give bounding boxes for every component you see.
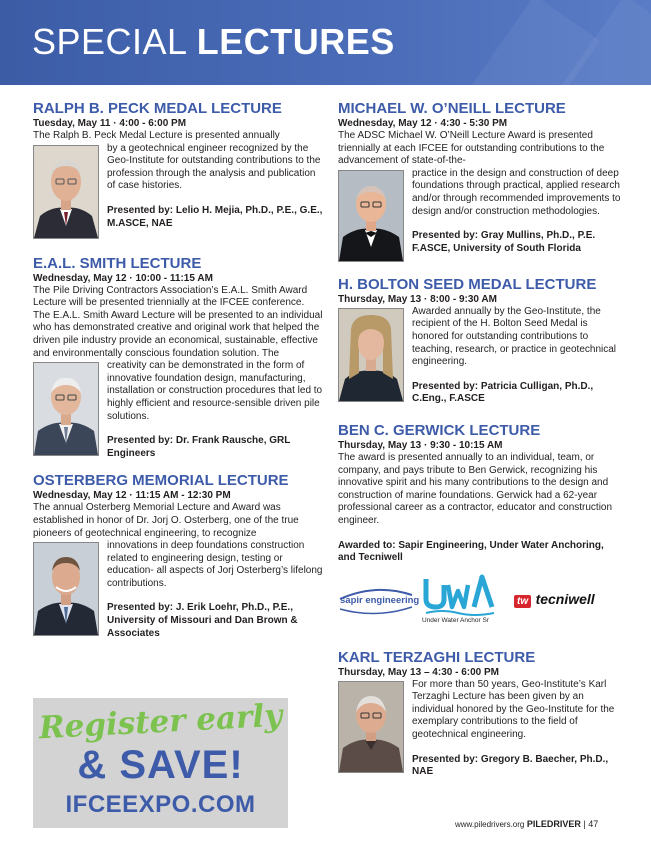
lecture-description-wrap: Awarded annually by the Geo-Institute, the recipient of the H. Bolton Seed Medal is honored for outstanding contributions to teaching, research, or practice in geotechnical engineering. — [412, 305, 617, 368]
lecture-description: The Ralph B. Peck Medal Lecture is presented annually — [33, 130, 280, 141]
lecture-description: The Pile Driving Contractors Association’s E.A.L. Smith Award Lecture will be presented triennially at the IFCEE conference. The E.A.L. Smith Award Lecture will be presented to an individual who has demonstrated creative and original work that helped the driven pile industry provide an economical, sustainable, effective and environmentally conscious foundation solution. The — [33, 284, 323, 359]
lecture-date: Wednesday, May 12 · 4:30 - 5:30 PM — [338, 118, 508, 129]
sapir-engineering-text: sapir engineering — [340, 594, 420, 606]
promo-url-link[interactable]: IFCEEXPO.COM — [65, 791, 256, 818]
footer-page-number: 47 — [588, 819, 599, 829]
tecniwell-mark: tw — [514, 595, 531, 608]
promo-register-box[interactable] — [33, 698, 288, 828]
lecture-title: H. BOLTON SEED MEDAL LECTURE — [338, 275, 597, 293]
page-title — [32, 22, 395, 62]
under-water-anchor-caption: Under Water Anchor Sr — [422, 616, 489, 624]
lecture-description-wrap: For more than 50 years, Geo-Institute’s Karl Terzaghi Lecture has been given by an individual honored by the Geo-Institute for the exemplary contributions to the field of geotechnical engineering. — [412, 678, 615, 741]
header-banner — [0, 0, 651, 85]
lecture-presenter: Presented by: Gray Mullins, Ph.D., P.E. F.ASCE, University of South Florida — [412, 230, 596, 254]
portrait-smith-presenter — [34, 363, 98, 455]
lecture-title: BEN C. GERWICK LECTURE — [338, 421, 541, 439]
lecture-osterberg — [33, 472, 323, 640]
lecture-description-wrap: by a geotechnical engineer recognized by the Geo-Institute for outstanding contributions to the profession through the analysis and publication of case histories. — [107, 142, 321, 192]
lecture-date: Wednesday, May 12 · 11:15 AM - 12:30 PM — [33, 490, 231, 502]
lecture-title: KARL TERZAGHI LECTURE — [338, 648, 536, 666]
lecture-date: Thursday, May 13 – 4:30 - 6:00 PM — [338, 666, 499, 678]
lecture-presenter: Presented by: Lelio H. Mejia, Ph.D., P.E., G.E., M.ASCE, NAE — [107, 204, 323, 229]
portrait-photo — [33, 542, 99, 636]
portrait-photo — [33, 362, 99, 456]
footer-website[interactable]: www.piledrivers.org — [455, 820, 525, 829]
lecture-date: Thursday, May 13 · 9:30 - 10:15 AM — [338, 439, 503, 451]
lecture-oneill — [338, 100, 623, 264]
lecture-presenter: Presented by: J. Erik Loehr, Ph.D., P.E., University of Missouri and Dan Brown & Associates — [107, 602, 298, 639]
lecture-description-wrap: innovations in deep foundations construction related to engineering design, testing or education- all aspects of Jorj Osterberg’s lifelong contributions. — [107, 540, 323, 589]
lecture-peck — [33, 100, 323, 241]
portrait-photo — [33, 145, 99, 239]
portrait-photo — [338, 681, 404, 773]
lecture-date: Thursday, May 13 · 8:00 - 9:30 AM — [338, 293, 497, 305]
portrait-photo — [338, 308, 404, 402]
lecture-description-wrap: practice in the design and construction of deep foundations through practical, applied research and/or through recommended improvements to design and/or construction methodologies. — [412, 167, 621, 217]
portrait-oneill-presenter — [339, 171, 403, 261]
portrait-photo — [338, 170, 404, 262]
sponsor-logos — [338, 575, 623, 635]
portrait-peck-presenter — [34, 146, 98, 238]
page-title-light: SPECIAL — [32, 21, 197, 62]
lecture-title: MICHAEL W. O’NEILL LECTURE — [338, 100, 566, 117]
portrait-osterberg-presenter — [34, 543, 98, 635]
portrait-terzaghi-presenter — [339, 682, 403, 772]
promo-save-text: & SAVE! — [77, 743, 244, 787]
page-footer — [455, 819, 598, 829]
under-water-anchor-logo — [422, 573, 498, 622]
lecture-date: Wednesday, May 12 · 10:00 - 11:15 AM — [33, 272, 213, 284]
footer-separator: | — [583, 819, 586, 829]
portrait-seed-presenter — [339, 309, 403, 401]
promo-register-text: Register early — [37, 697, 284, 747]
tecniwell-text: tecniwell — [535, 590, 595, 607]
lecture-smith — [33, 255, 323, 461]
lecture-gerwick — [338, 422, 623, 635]
lecture-title: OSTERBERG MEMORIAL LECTURE — [33, 472, 289, 490]
sapir-engineering-logo — [338, 585, 420, 620]
footer-publication: PILEDRIVER — [526, 819, 581, 829]
lecture-description: The award is presented annually to an individual, team, or company, and pays tribute to Ben Gerwick, recognizing his innovative spirit and his many contributions to the design and construction of marine foundations. Gerwick had a 62-year professional career as a contractor, educator and construction engineer. — [338, 451, 613, 526]
lecture-seed — [338, 276, 623, 406]
lecture-description-wrap: creativity can be demonstrated in the form of innovative foundation design, manufacturing, installation or construction procedures that led to highly efficient and resource-sensible driven pile solutions. — [107, 360, 323, 422]
page-title-bold: LECTURES — [196, 21, 395, 62]
lecture-presenter: Presented by: Dr. Frank Rausche, GRL Engineers — [107, 435, 291, 459]
tecniwell-logo — [514, 591, 595, 609]
lecture-date: Tuesday, May 11 · 4:00 - 6:00 PM — [33, 118, 187, 129]
lecture-presenter: Presented by: Patricia Culligan, Ph.D., C.Eng., F.ASCE — [412, 380, 594, 405]
lecture-description: The annual Osterberg Memorial Lecture and Award was established in honor of Dr. Jorj O. Osterberg, one of the true pioneers of geotechnical engineering, to recognize — [33, 502, 299, 539]
lecture-presenter: Presented by: Gregory B. Baecher, Ph.D., NAE — [412, 753, 609, 778]
right-column — [338, 100, 623, 779]
lecture-awarded: Awarded to: Sapir Engineering, Under Water Anchoring, and Tecniwell — [338, 539, 604, 564]
lecture-title: RALPH B. PECK MEDAL LECTURE — [33, 100, 282, 117]
lecture-description: The ADSC Michael W. O’Neill Lecture Award is presented triennially at each IFCEE for outstanding contributions to the advancement of state-of-the- — [338, 130, 605, 167]
lecture-title: E.A.L. SMITH LECTURE — [33, 254, 202, 272]
lecture-terzaghi — [338, 649, 623, 779]
left-column — [33, 100, 323, 640]
